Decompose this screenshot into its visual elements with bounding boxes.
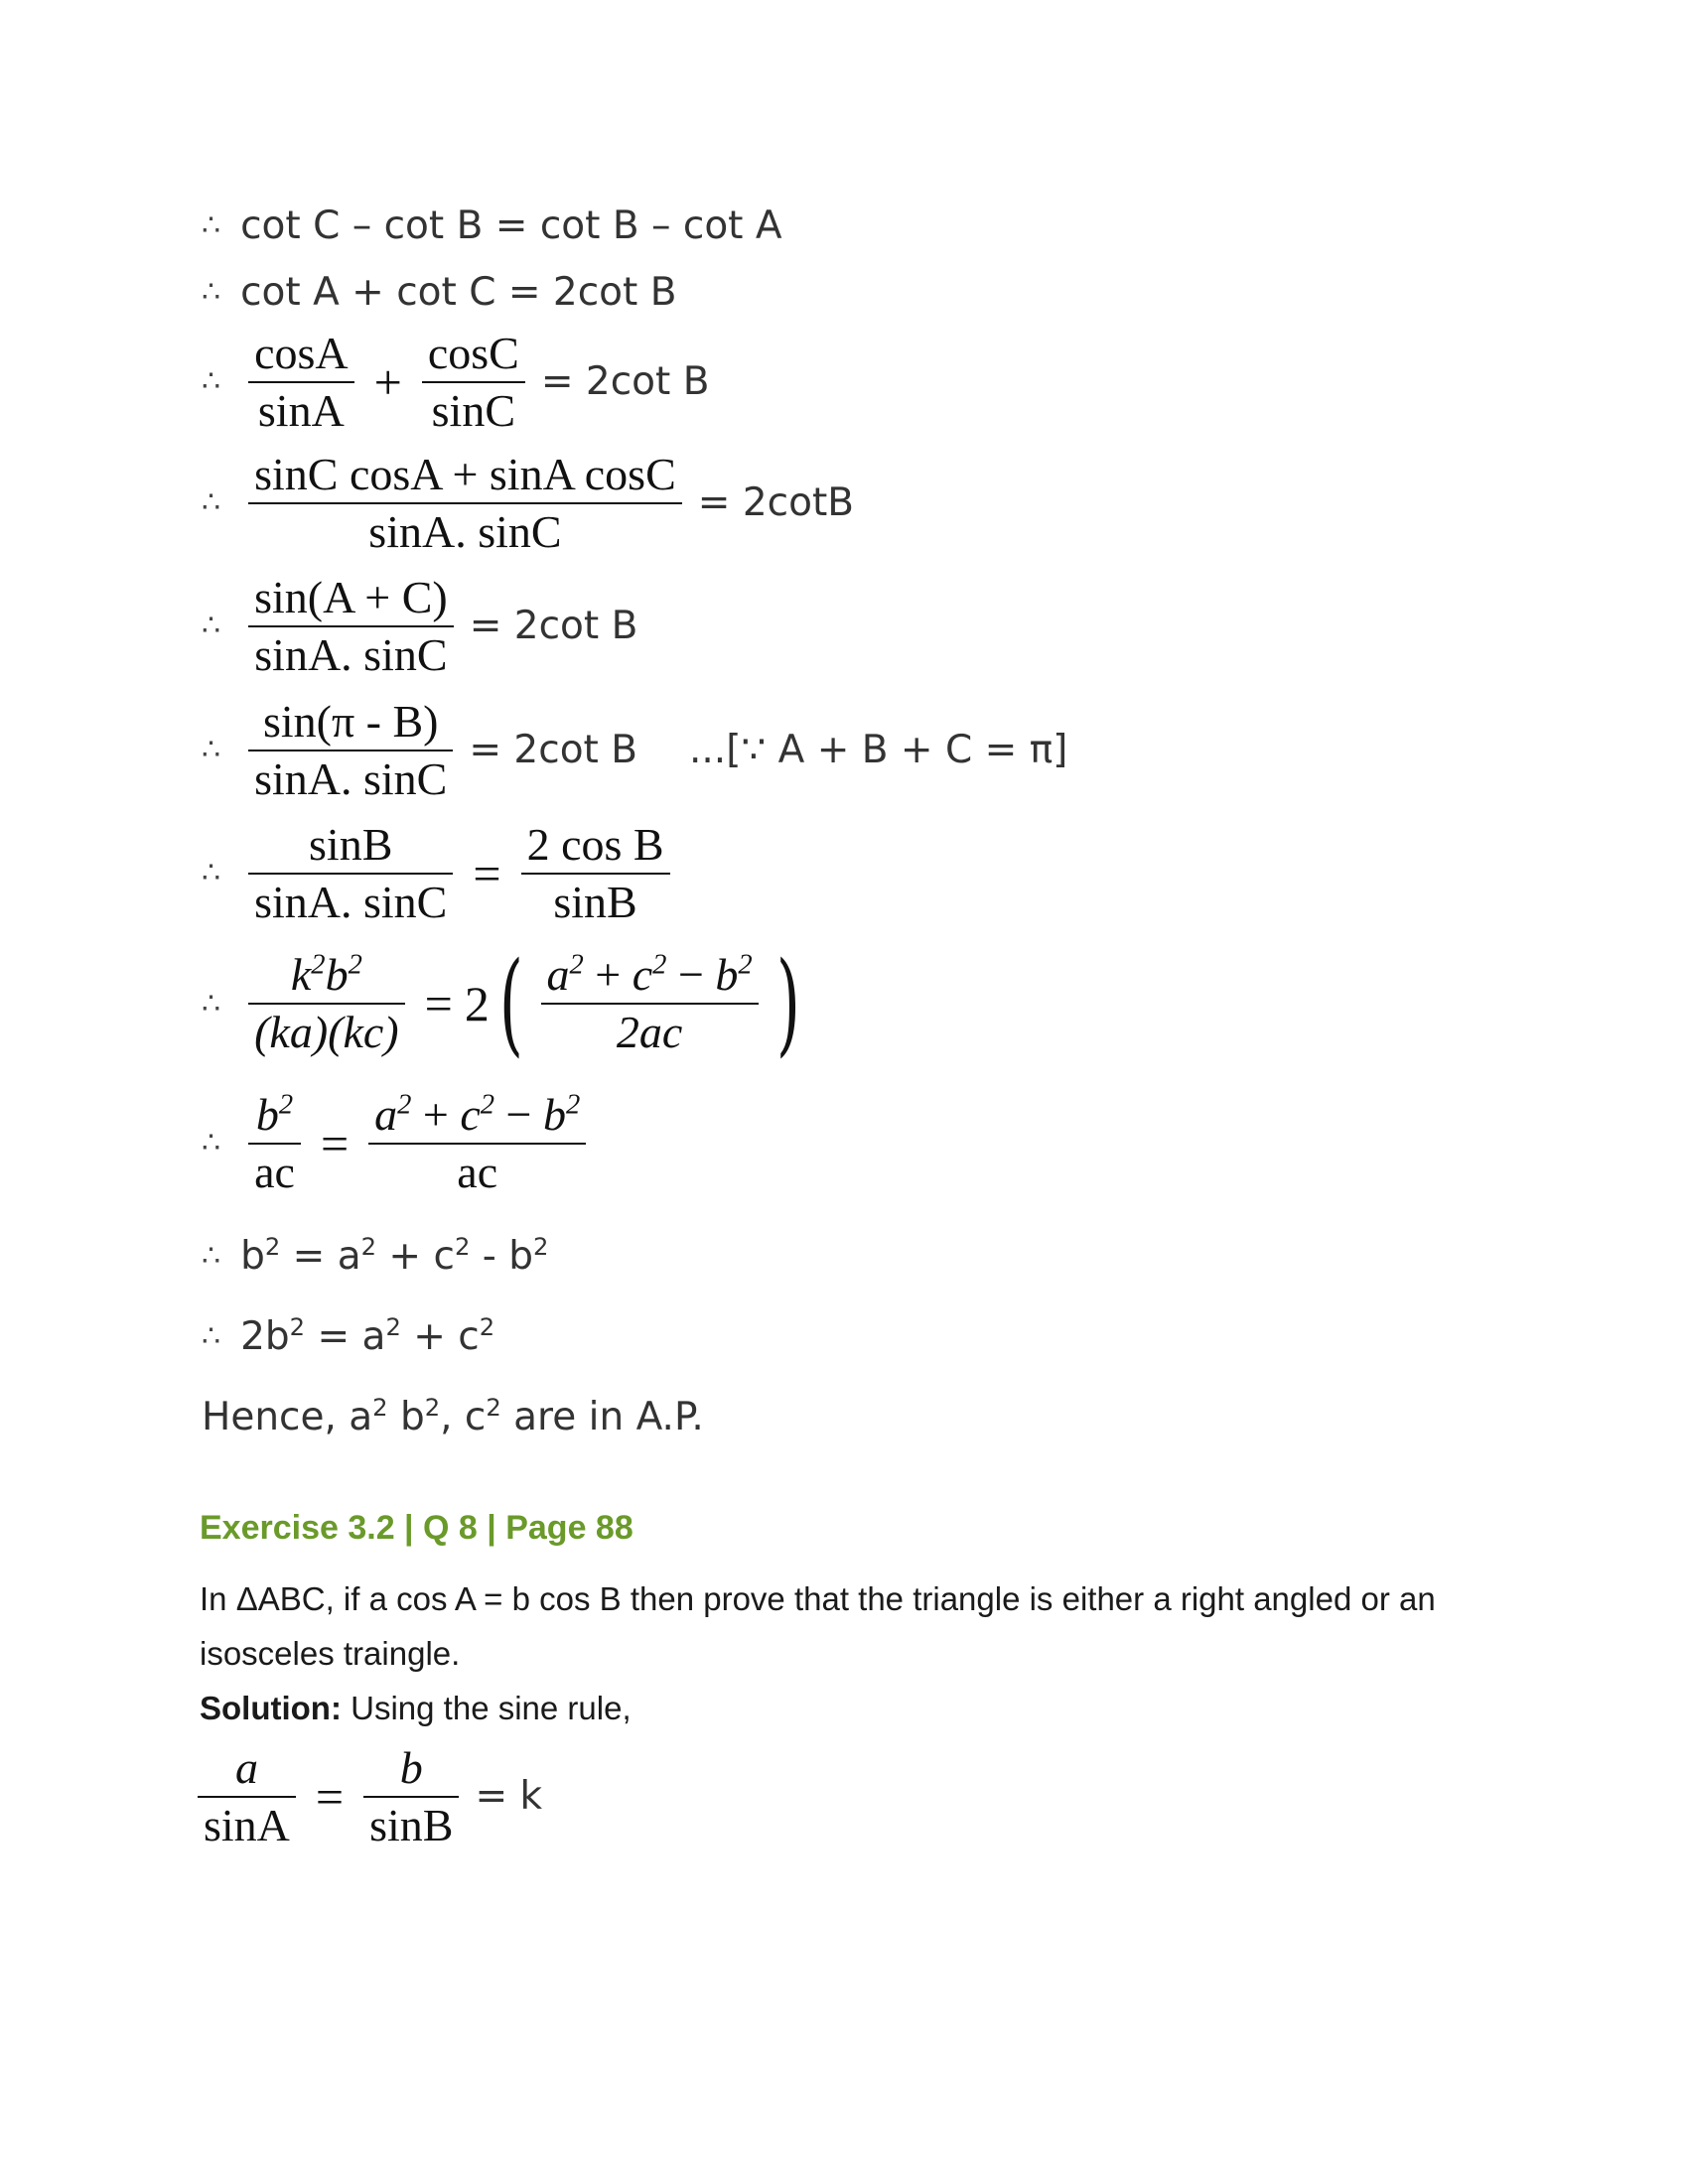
therefore-symbol: ∴ <box>202 1238 221 1274</box>
fraction <box>422 328 525 436</box>
fraction <box>248 328 354 436</box>
numerator: sin(A + C) <box>254 572 448 622</box>
numerator: sinB <box>309 819 393 870</box>
solution-text: Using the sine rule, <box>341 1690 632 1726</box>
denominator: sinA. sinC <box>248 502 682 558</box>
equation-text: $2b^2 = a^2 + c^2$ <box>240 1313 495 1359</box>
step-1 <box>202 204 782 248</box>
therefore-symbol: ∴ <box>202 275 221 310</box>
sine-rule-equation <box>198 1742 550 1850</box>
numerator: $b^2$ <box>255 1089 294 1140</box>
denominator: ac <box>248 1143 301 1198</box>
coefficient: 2 <box>464 976 490 1031</box>
therefore-symbol: ∴ <box>202 856 221 891</box>
therefore-symbol: ∴ <box>202 485 221 521</box>
fraction <box>248 449 682 557</box>
question-line-1: In ΔABC, if a cos A = b cos B then prove that the triangle is either a right angled or an <box>200 1580 1436 1617</box>
numerator: $k^2b^2$ <box>290 949 362 1001</box>
therefore-symbol: ∴ <box>202 609 221 644</box>
therefore-symbol: ∴ <box>202 986 221 1022</box>
therefore-symbol: ∴ <box>202 733 221 768</box>
denominator: sinC <box>422 381 525 437</box>
equals-sign: = <box>473 845 501 901</box>
denominator: sinA. sinC <box>248 750 453 805</box>
numerator: cosA <box>254 328 349 378</box>
denominator: sinA. sinC <box>248 873 453 928</box>
equation-text: $b^2 = a^2 + c^2 - b^2$ <box>240 1233 549 1279</box>
fraction <box>248 696 453 804</box>
right-hand-side: = 2cot B <box>469 604 638 649</box>
fraction <box>198 1742 296 1850</box>
right-hand-side: = 2cot B <box>469 728 637 773</box>
equals-sign: = <box>315 1768 345 1825</box>
fraction <box>248 1089 301 1197</box>
reason-note: ...[∵ A + B + C = π] <box>689 728 1068 773</box>
therefore-symbol: ∴ <box>202 1126 221 1161</box>
left-paren: ( <box>498 939 523 1068</box>
step-2 <box>202 270 677 315</box>
fraction <box>368 1089 586 1197</box>
step-9 <box>202 1089 594 1197</box>
denominator: sinB <box>363 1796 459 1851</box>
conclusion-text: Hence, $a^2$ $b^2$, $c^2$ are in A.P. <box>202 1394 704 1439</box>
step-3 <box>202 328 717 436</box>
step-6 <box>202 696 1067 804</box>
solution-label: Solution: <box>200 1690 342 1726</box>
fraction <box>248 819 453 927</box>
denominator: sinA <box>248 381 354 437</box>
denominator: sinA. sinC <box>248 625 454 681</box>
conclusion <box>202 1394 704 1439</box>
fraction <box>541 949 759 1057</box>
solution-intro <box>200 1690 632 1727</box>
numerator: 2 cos B <box>526 819 664 870</box>
denominator: sinB <box>521 873 670 928</box>
numerator: sin(π - B) <box>262 696 439 747</box>
denominator: (ka)(kc) <box>248 1003 405 1058</box>
numerator: cosC <box>427 328 519 378</box>
numerator: a <box>234 1742 258 1793</box>
denominator: 2ac <box>541 1003 759 1058</box>
therefore-symbol: ∴ <box>202 1318 221 1354</box>
equals-sign: = <box>424 976 453 1031</box>
exercise-heading: Exercise 3.2 | Q 8 | Page 88 <box>200 1509 633 1547</box>
right-hand-side: = k <box>475 1774 543 1820</box>
therefore-symbol: ∴ <box>202 364 221 400</box>
right-paren: ) <box>775 939 800 1068</box>
right-hand-side: = 2cot B <box>540 359 710 405</box>
numerator: sinC cosA + sinA cosC <box>254 449 676 499</box>
step-7 <box>202 819 678 927</box>
numerator: b <box>399 1742 423 1793</box>
question-line-2: isosceles traingle. <box>200 1635 461 1672</box>
step-8 <box>202 939 809 1068</box>
denominator: sinA <box>198 1796 296 1851</box>
fraction <box>363 1742 459 1850</box>
step-4 <box>202 449 862 557</box>
equals-sign: = <box>320 1115 350 1171</box>
fraction <box>248 572 454 680</box>
step-11 <box>202 1313 494 1359</box>
numerator: $a^2 + c^2 - b^2$ <box>374 1089 581 1140</box>
plus-sign: + <box>373 353 402 410</box>
equation-text: cot A + cot C = 2cot B <box>240 270 677 315</box>
numerator: $a^2 + c^2 - b^2$ <box>546 949 753 1001</box>
denominator: ac <box>368 1143 586 1198</box>
fraction <box>248 949 405 1057</box>
therefore-symbol: ∴ <box>202 208 221 243</box>
fraction <box>521 819 670 927</box>
step-5 <box>202 572 645 680</box>
equation-text: cot C – cot B = cot B – cot A <box>240 204 782 248</box>
right-hand-side: = 2cotB <box>697 480 855 526</box>
step-10 <box>202 1233 548 1279</box>
